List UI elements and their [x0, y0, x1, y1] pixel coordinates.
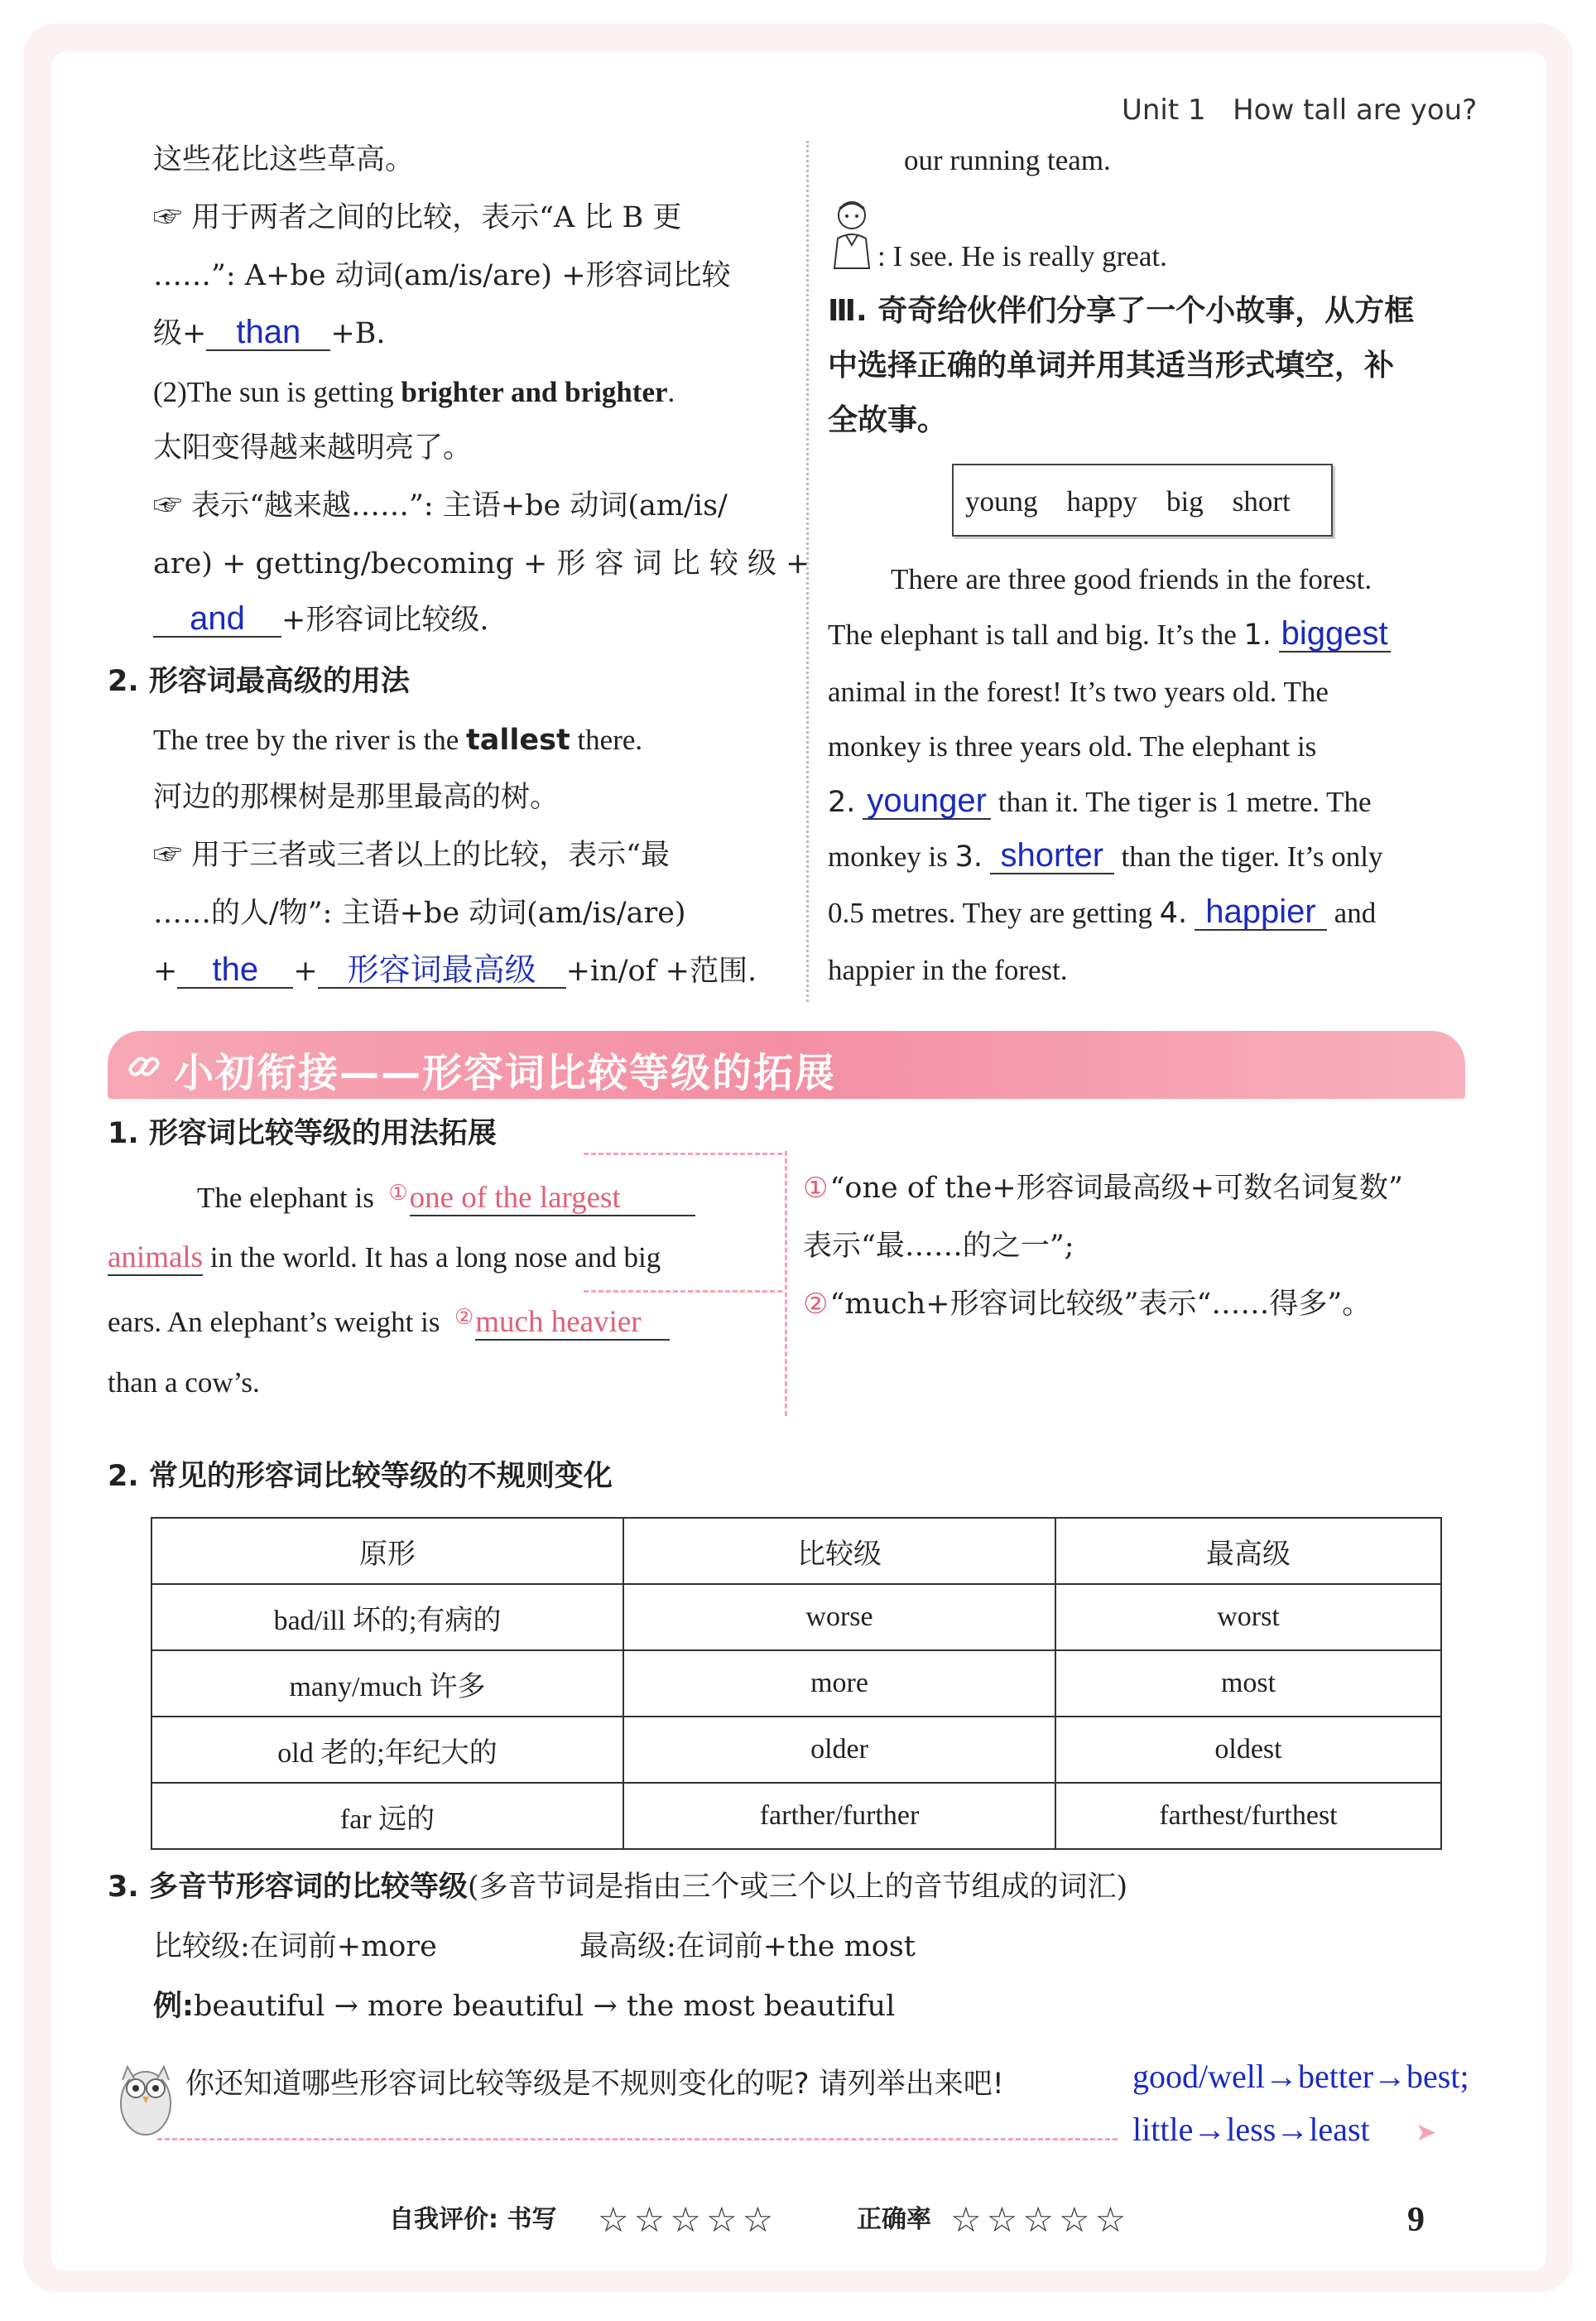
table-cell: farthest/furthest	[1055, 1783, 1441, 1849]
example-text: beautiful → more beautiful → the most beautiful	[194, 1990, 896, 2023]
heading-note: (多音节词是指由三个或三个以上的音节组成的词汇)	[467, 1871, 1128, 1904]
note-divider	[785, 1151, 787, 1416]
star-icon[interactable]: ☆	[705, 2199, 738, 2240]
story-line-3: animal in the forest! It’s two years old. The	[828, 676, 1329, 708]
note-connector-2	[584, 1290, 782, 1293]
text-span: and	[1326, 897, 1377, 929]
text-span: “much+形容词比较级”表示“……得多”。	[829, 1288, 1372, 1321]
decorative-dashes	[157, 2138, 1118, 2140]
section-1-heading: 1. 形容词比较等级的用法拓展	[108, 1117, 497, 1150]
story-line-8: happier in the forest.	[828, 954, 1068, 986]
example-line-4: than a cow’s.	[108, 1366, 260, 1399]
left-line-13: ……的人/物”: 主语+be 动词(am/is/are)	[153, 897, 686, 930]
handwritten-answer-1: good/well→better→best;	[1132, 2058, 1469, 2095]
text-span: .	[667, 376, 675, 408]
question-3-line-3: 全故事。	[828, 403, 948, 437]
story-line-6	[828, 838, 1382, 874]
writing-stars	[598, 2199, 778, 2240]
text-span: +in/of +范围.	[565, 955, 757, 988]
question-3-line-2: 中选择正确的单词并用其适当形式填空，补	[828, 349, 1395, 383]
table-row	[151, 1650, 1441, 1717]
note-2	[803, 1290, 1371, 1319]
table-cell: older	[623, 1717, 1055, 1783]
superlative-rule: 最高级:在词前+the most	[579, 1930, 916, 1963]
word-option: young	[965, 485, 1038, 518]
text-span: The elephant is tall and big. It’s the	[828, 619, 1244, 651]
example-line-3	[108, 1307, 670, 1341]
note-1-cont: 表示“最……的之一”;	[803, 1230, 1074, 1263]
left-line-6: 太阳变得越来越明亮了。	[153, 431, 473, 465]
answer-blank: younger	[863, 783, 991, 820]
story-line-5	[828, 783, 1372, 820]
table-cell: bad/ill 坏的;有病的	[151, 1584, 623, 1650]
example-label: 例:	[153, 1990, 194, 2023]
handwritten-answer-2: little→less→least	[1132, 2111, 1370, 2148]
word-option: happy	[1066, 485, 1138, 518]
story-line-1: There are three good friends in the forest.	[891, 563, 1372, 595]
left-line-2: ☞ 用于两者之间的比较，表示“A 比 B 更	[153, 201, 682, 234]
left-line-14	[153, 952, 757, 989]
text-span: monkey is	[828, 840, 955, 873]
text-span: (2)The sun is getting	[153, 376, 401, 408]
answer-blank: than	[206, 315, 330, 351]
heading-text: 3. 多音节形容词的比较等级	[108, 1871, 468, 1904]
text-span: 0.5 metres. They are getting	[828, 897, 1160, 929]
text-span: there.	[570, 724, 643, 756]
text-span: 级+	[153, 317, 207, 350]
table-cell: many/much 许多	[151, 1650, 623, 1717]
table-cell: worse	[623, 1584, 1055, 1650]
column-header: 比较级	[623, 1518, 1055, 1584]
answer-blank: happier	[1195, 894, 1327, 931]
left-line-11: 河边的那棵树是那里最高的树。	[153, 781, 560, 814]
accuracy-stars	[950, 2199, 1131, 2240]
column-header: 最高级	[1055, 1518, 1441, 1584]
blank-number: 4.	[1159, 897, 1188, 930]
table-cell: farther/further	[623, 1783, 1055, 1849]
boy-avatar-icon	[828, 197, 876, 270]
answer-blank: and	[153, 601, 281, 638]
right-line-1: our running team.	[904, 144, 1111, 176]
accuracy-label: 正确率	[857, 2205, 931, 2234]
left-line-4	[153, 315, 386, 351]
story-line-7	[828, 894, 1376, 931]
star-icon[interactable]: ☆	[598, 2199, 629, 2240]
text-span: +	[153, 955, 178, 988]
circle-number-2: ②	[803, 1288, 829, 1321]
table-cell: more	[623, 1650, 1055, 1717]
left-line-3: ……”: A+be 动词(am/is/are) +形容词比较	[153, 259, 731, 292]
text-span: The elephant is	[197, 1182, 374, 1214]
unit-label: Unit 1	[1122, 94, 1206, 127]
example-line	[153, 1992, 895, 2021]
note-1	[803, 1174, 1403, 1203]
open-question: 你还知道哪些形容词比较等级是不规则变化的呢? 请列举出来吧!	[185, 2068, 1004, 2101]
highlight-word: animals	[108, 1240, 204, 1274]
star-icon[interactable]: ☆	[1022, 2199, 1054, 2240]
answer-blank: biggest	[1279, 616, 1391, 652]
table-row	[151, 1783, 1441, 1849]
table-cell: oldest	[1055, 1717, 1441, 1783]
left-line-12: ☞ 用于三者或三者以上的比较，表示“最	[153, 839, 671, 872]
text-span: +B.	[330, 317, 386, 350]
banner-title: 小初衔接——形容词比较等级的拓展	[174, 1050, 837, 1096]
left-line-5	[153, 378, 675, 407]
word-option: short	[1232, 485, 1291, 518]
left-line-9	[153, 601, 488, 638]
text-span: than the tiger. It’s only	[1113, 840, 1383, 873]
star-icon[interactable]: ☆	[986, 2199, 1018, 2240]
story-line-2	[828, 616, 1391, 652]
section-heading: 2. 形容词最高级的用法	[108, 665, 410, 698]
text-span: +形容词比较级.	[281, 604, 489, 637]
star-icon[interactable]: ☆	[633, 2199, 666, 2240]
star-icon[interactable]: ☆	[742, 2199, 774, 2240]
bold-phrase: brighter and brighter	[401, 376, 668, 408]
example-line-2	[108, 1242, 661, 1276]
star-icon[interactable]: ☆	[950, 2199, 982, 2240]
blank-number: 1.	[1243, 619, 1272, 652]
left-line-8: are) + getting/becoming + 形 容 词 比 较 级 +	[153, 547, 810, 580]
section-2-heading: 2. 常见的形容词比较等级的不规则变化	[108, 1460, 613, 1493]
table-cell: far 远的	[151, 1783, 623, 1849]
table-row	[151, 1717, 1441, 1783]
unit-header	[1122, 94, 1478, 127]
writing-label: 书写	[507, 2205, 557, 2234]
arrow-icon: ➤	[1416, 2118, 1437, 2147]
table-header-row	[151, 1518, 1441, 1584]
column-divider	[806, 141, 809, 1002]
page-number: 9	[1407, 2201, 1425, 2239]
self-eval-label: 自我评价:	[389, 2205, 498, 2234]
circle-number-2: ②	[454, 1305, 474, 1329]
star-icon[interactable]: ☆	[1058, 2199, 1090, 2240]
footer-eval	[389, 2205, 557, 2234]
link-icon	[126, 1048, 162, 1085]
note-connector-1	[584, 1153, 782, 1155]
blank-number: 3.	[954, 840, 983, 874]
left-line-10	[153, 725, 642, 755]
unit-title: How tall are you?	[1233, 94, 1478, 127]
question-3-line-1: Ⅲ. 奇奇给伙伴们分享了一个小故事，从方框	[828, 294, 1415, 328]
comparative-rule: 比较级:在词前+more	[153, 1930, 437, 1963]
table-cell: worst	[1055, 1584, 1441, 1650]
table-cell: most	[1055, 1650, 1441, 1717]
word-option: big	[1166, 485, 1204, 518]
word-box-words	[965, 487, 1291, 516]
highlight-phrase-1: one of the largest	[410, 1182, 695, 1216]
star-icon[interactable]: ☆	[1094, 2199, 1127, 2240]
text-span: ears. An elephant’s weight is	[108, 1306, 440, 1338]
text-span: The tree by the river is the	[153, 724, 467, 756]
blank-number: 2.	[828, 786, 856, 819]
star-icon[interactable]: ☆	[670, 2199, 701, 2240]
left-line-7: ☞ 表示“越来越……”: 主语+be 动词(am/is/	[153, 489, 728, 522]
text-span: +	[293, 955, 318, 988]
irregular-forms-table	[151, 1517, 1442, 1850]
example-line-1	[197, 1182, 695, 1216]
right-line-2: : I see. He is really great.	[877, 240, 1167, 272]
highlight-phrase-2: much heavier	[475, 1307, 670, 1341]
table-row	[151, 1584, 1441, 1650]
answer-blank: shorter	[990, 838, 1114, 874]
left-line-1: 这些花比这些草高。	[153, 143, 415, 176]
section-3-heading	[108, 1873, 1127, 1902]
circle-number-1: ①	[803, 1172, 829, 1205]
table-cell: old 老的;年纪大的	[151, 1717, 623, 1783]
answer-blank: 形容词最高级	[318, 954, 566, 989]
text-span: in the world. It has a long nose and big	[203, 1241, 661, 1274]
text-span: than it. The tiger is 1 metre. The	[991, 786, 1372, 818]
circle-number-1: ①	[388, 1181, 408, 1205]
bold-word: tallest	[466, 724, 570, 757]
owl-icon	[111, 2052, 180, 2138]
text-span: “one of the+形容词最高级+可数名词复数”	[829, 1172, 1403, 1205]
answer-blank: the	[177, 952, 293, 989]
column-header: 原形	[151, 1518, 623, 1584]
story-line-4: monkey is three years old. The elephant is	[828, 730, 1317, 763]
